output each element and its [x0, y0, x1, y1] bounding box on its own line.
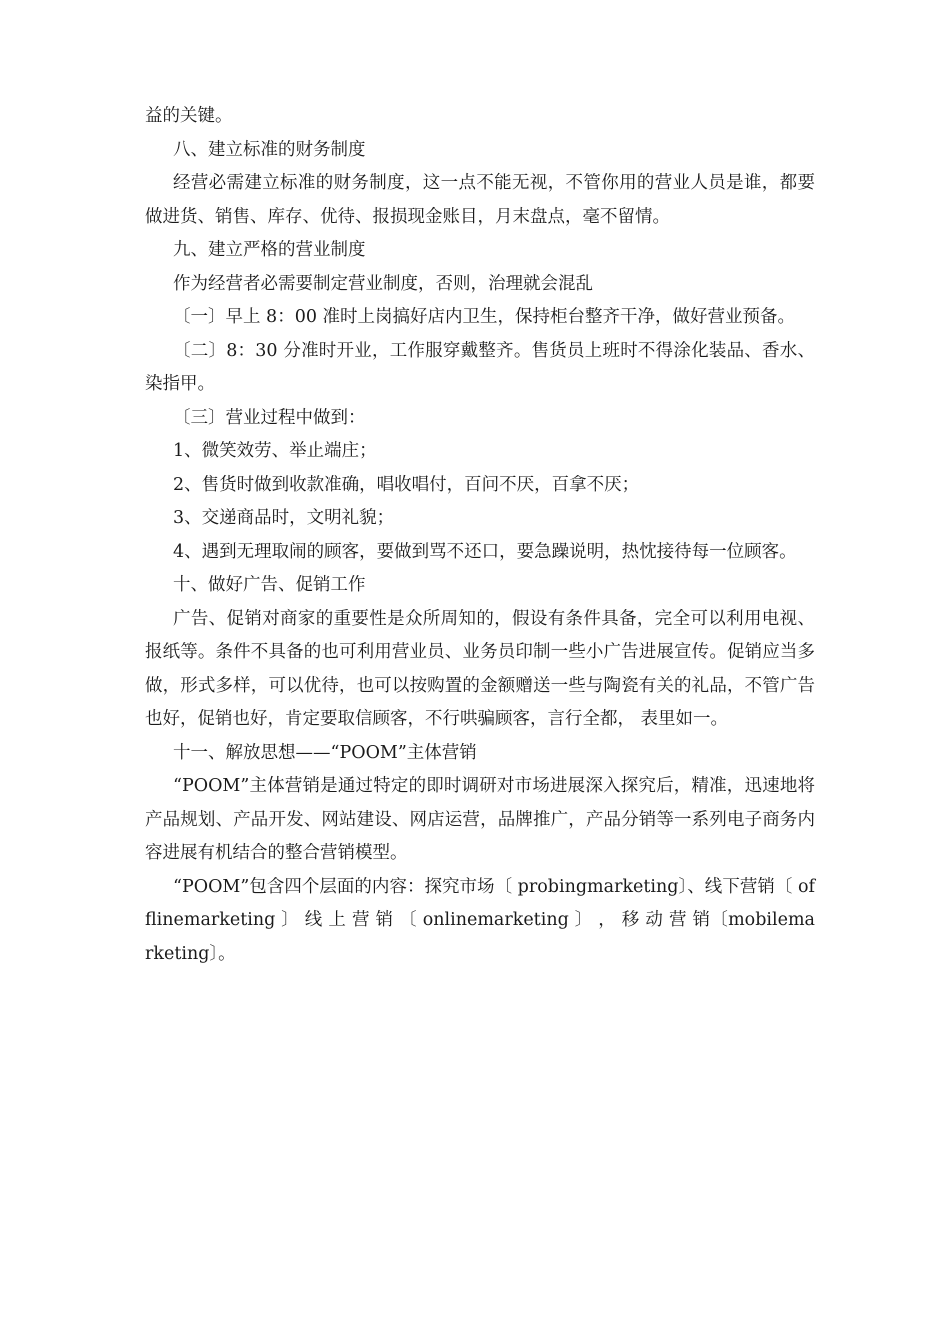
- list-item: 1、微笑效劳、举止端庄；: [173, 441, 377, 461]
- section-heading-11: 十一、解放思想——“POOM”主体营销: [173, 742, 477, 763]
- list-item: 〔二〕8：30 分准时开业，工作服穿戴整齐。售货员上班时不得涂化装品、香水、染指甲。: [145, 340, 815, 394]
- paragraph: 广告、促销对商家的重要性是众所周知的，假设有条件具备，完全可以利用电视、报纸等。条件不具备的也可利用营业员、业务员印制一些小广告进展宣传。促销应当多做，形式多样，可以优待，也可以按购置的金额赠送一些与陶瓷有关的礼品，不管广告也好，促销也好，肯定要取信顾客，不行哄骗顾客，言行全都， 表里如一。: [145, 608, 815, 729]
- document-body: [145, 100, 815, 971]
- section-heading-10: 十、做好广告、促销工作: [173, 575, 366, 595]
- paragraph: “POOM”主体营销是通过特定的即时调研对市场进展深入探究后，精准，迅速地将产品规划、产品开发、网站建设、网店运营，品牌推广，产品分销等一系列电子商务内容进展有机结合的整合营销模型。: [145, 776, 815, 863]
- list-item: 3、交递商品时，文明礼貌；: [173, 508, 395, 528]
- list-item: 4、遇到无理取闹的顾客，要做到骂不还口，要急躁说明，热忱接待每一位顾客。: [173, 541, 797, 562]
- paragraph: 经营必需建立标准的财务制度，这一点不能无视，不管你用的营业人员是谁，都要做进货、销售、库存、优待、报损现金账目，月末盘点，毫不留情。: [145, 173, 815, 227]
- list-item: 2、售货时做到收款准确，唱收唱付，百问不厌，百拿不厌；: [173, 474, 640, 495]
- paragraph: 益的关键。: [145, 106, 233, 126]
- section-heading-8: 八、建立标准的财务制度: [173, 139, 366, 160]
- list-item: 〔三〕营业过程中做到：: [173, 407, 366, 428]
- paragraph: “POOM”包含四个层面的内容：探究市场〔 probingmarketing〕、线下营销〔 offlinemarketing 〕 线 上 营 销 〔 onlinemarketing 〕 ， 移 动 营 销〔mobilemarketing〕。: [145, 876, 815, 964]
- section-heading-9: 九、建立严格的营业制度: [173, 240, 366, 260]
- list-item: 〔一〕早上 8：00 准时上岗搞好店内卫生，保持柜台整齐干净，做好营业预备。: [173, 307, 796, 327]
- paragraph: 作为经营者必需要制定营业制度，否则，治理就会混乱: [173, 273, 593, 294]
